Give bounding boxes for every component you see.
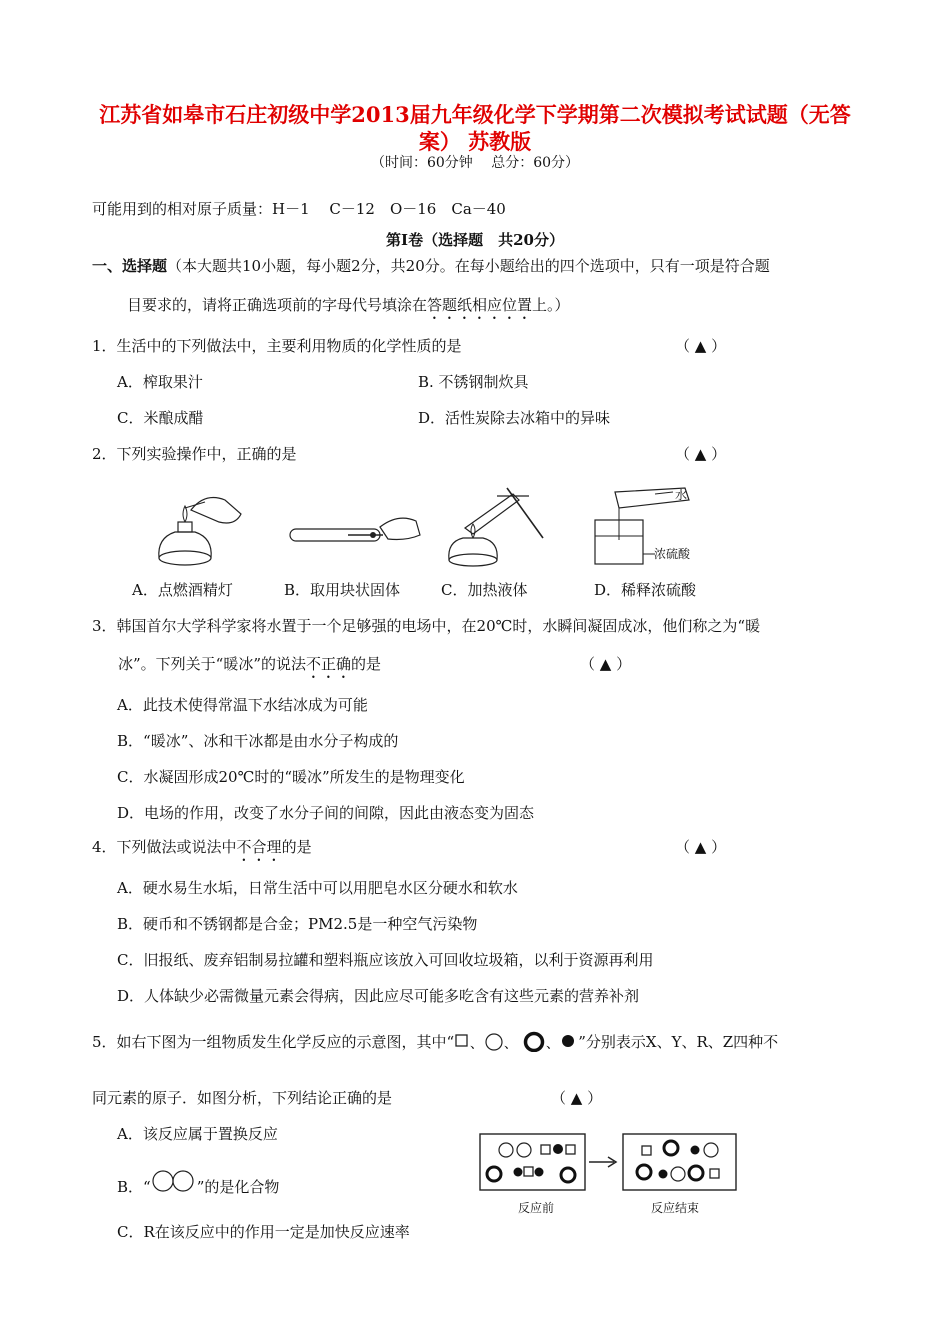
emphasized-text: 不合理 xyxy=(236,838,282,856)
stem-text: 4．下列做法或说法中 xyxy=(92,838,237,856)
q2-option-b: B．取用块状固体 xyxy=(284,581,401,599)
q1-stem: 1．生活中的下列做法中，主要利用物质的化学性质的是 xyxy=(92,337,462,355)
stem-text: ”分别表示X、Y、R、Z四种不 xyxy=(578,1033,779,1051)
instruction-text: 目要求的，请将正确选项前的字母代号填涂在 xyxy=(127,296,428,314)
q3-option-c: C．水凝固形成20℃时的“暖冰”所发生的是物理变化 xyxy=(117,768,465,786)
part1-label: 一、选择题 xyxy=(92,257,168,275)
q1-option-a: A．榨取果汁 xyxy=(117,373,203,391)
q4-option-d: D．人体缺少必需微量元素会得病，因此应尽可能多吃含有这些元素的营养补剂 xyxy=(117,987,640,1005)
q1-option-b: B. 不锈钢制炊具 xyxy=(418,373,529,391)
stem-text: 冰”。下列关于“暖冰”的说法 xyxy=(118,655,307,673)
page-title: 江苏省如皋市石庄初级中学2013届九年级化学下学期第二次模拟考试试题（无答案） 苏教版 xyxy=(99,102,851,154)
q4-option-b: B．硬币和不锈钢都是合金；PM2.5是一种空气污染物 xyxy=(117,915,478,933)
option-text: B．“ xyxy=(117,1178,151,1196)
q4-option-a: A．硬水易生水垢，日常生活中可以用肥皂水区分硬水和软水 xyxy=(117,879,518,897)
label-before-reaction: 反应前 xyxy=(518,1201,555,1215)
stem-text: 的是 xyxy=(351,655,382,673)
svg-text:、: 、 xyxy=(470,1037,484,1052)
option-text: ”的是化合物 xyxy=(196,1178,280,1196)
part1-instruction-line1 xyxy=(92,255,770,276)
q1-answer-mark: （ ▲ ） xyxy=(675,337,727,355)
stem-text: 5．如右下图为一组物质发生化学反应的示意图，其中“ xyxy=(92,1033,455,1051)
q5-option-c: C．R在该反应中的作用一定是加快反应速率 xyxy=(117,1223,410,1241)
q3-stem-line1: 3．韩国首尔大学科学家将水置于一个足够强的电场中，在20℃时，水瞬间凝固成冰，他们称之为“暖 xyxy=(92,617,761,635)
q5-option-b xyxy=(117,1168,279,1197)
tube-solid-figure xyxy=(288,505,428,555)
q3-option-a: A．此技术使得常温下水结冰成为可能 xyxy=(117,696,368,714)
q5-stem-line2: 同元素的原子．如图分析，下列结论正确的是 xyxy=(92,1089,393,1107)
two-y-atoms-icon xyxy=(151,1168,197,1194)
label-water: 水 xyxy=(675,488,688,502)
q3-option-b: B．“暖冰”、冰和干冰都是由水分子构成的 xyxy=(117,732,399,750)
atom-symbols-icon xyxy=(454,1030,578,1052)
label-conc-acid: 浓硫酸 xyxy=(654,547,691,561)
alcohol-lamp-lighting-figure xyxy=(145,486,255,568)
q5-answer-mark: （ ▲ ） xyxy=(551,1089,603,1107)
q5-stem-line1 xyxy=(92,1030,778,1052)
q2-option-a: A．点燃酒精灯 xyxy=(132,581,233,599)
emphasized-text: 不正确 xyxy=(306,655,352,673)
emphasized-text: 答题纸相应位置 xyxy=(427,296,533,314)
instruction-text: 上。） xyxy=(532,296,570,314)
svg-text:、: 、 xyxy=(504,1037,518,1052)
exam-info: （时间：60分钟 总分：60分） xyxy=(370,155,580,171)
part1-instruction-line2 xyxy=(127,294,570,323)
q4-stem xyxy=(92,836,312,865)
reaction-diagram xyxy=(478,1132,740,1194)
q3-option-d: D．电场的作用，改变了水分子间的间隙，因此由液态变为固态 xyxy=(117,804,535,822)
q4-option-c: C．旧报纸、废弃铝制易拉罐和塑料瓶应该放入可回收垃圾箱，以利于资源再利用 xyxy=(117,951,654,969)
q3-stem-line2 xyxy=(118,653,381,682)
part1-instruction-text: （本大题共10小题，每小题2分，共20分。在每小题给出的四个选项中，只有一项是符合题 xyxy=(167,257,770,275)
q1-option-d: D．活性炭除去冰箱中的异味 xyxy=(418,409,611,427)
atomic-masses: 可能用到的相对原子质量：H－1 C－12 O－16 Ca－40 xyxy=(92,200,506,218)
heating-liquid-figure xyxy=(443,484,553,570)
q5-option-a: A．该反应属于置换反应 xyxy=(117,1125,278,1143)
label-after-reaction: 反应结束 xyxy=(651,1201,700,1215)
svg-text:、: 、 xyxy=(546,1037,560,1052)
stem-text: 的是 xyxy=(281,838,312,856)
q4-answer-mark: （ ▲ ） xyxy=(675,838,727,856)
q2-answer-mark: （ ▲ ） xyxy=(675,445,727,463)
q1-option-c: C．米酿成醋 xyxy=(117,409,204,427)
section-title: 第Ⅰ卷（选择题 共20分） xyxy=(386,231,564,249)
q2-option-d: D．稀释浓硫酸 xyxy=(594,581,697,599)
q3-answer-mark: （ ▲ ） xyxy=(580,655,632,673)
q2-option-c: C．加热液体 xyxy=(441,581,528,599)
q2-stem: 2．下列实验操作中，正确的是 xyxy=(92,445,297,463)
